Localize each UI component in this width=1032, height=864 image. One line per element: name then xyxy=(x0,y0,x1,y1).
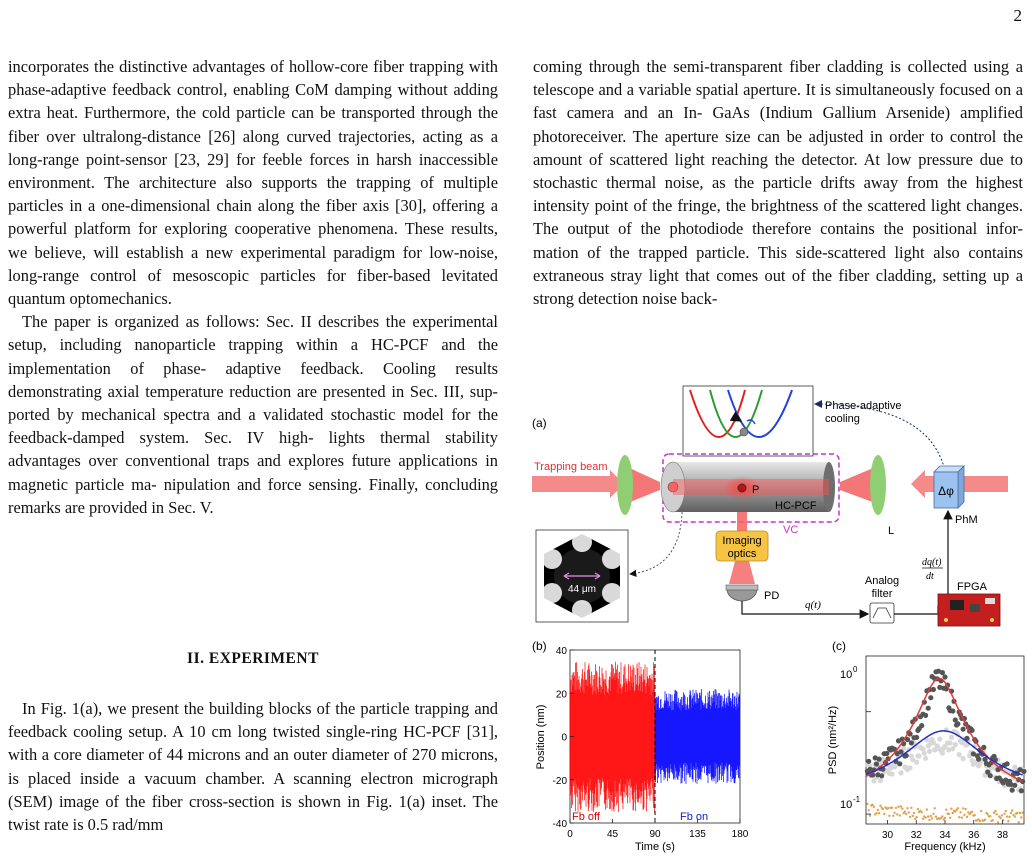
c-ytick-bottom: 10 xyxy=(840,799,853,811)
psd-point xyxy=(878,778,883,783)
c-xtick-label: 32 xyxy=(910,830,922,841)
psd-point xyxy=(928,819,930,821)
line: low-noise, long-range control of mesoscopic particles for xyxy=(8,242,499,285)
psd-point xyxy=(877,809,879,811)
psd-point xyxy=(950,808,952,810)
fpga-board xyxy=(938,594,1000,626)
psd-point xyxy=(869,815,871,817)
psd-point xyxy=(927,749,932,754)
psd-point xyxy=(904,811,906,813)
psd-point xyxy=(1005,810,1007,812)
psd-point xyxy=(980,810,982,812)
psd-point xyxy=(924,816,926,818)
psd-point xyxy=(941,815,943,817)
line: It is simultaneously focused on a fast camera and an In- xyxy=(533,80,1023,123)
psd-point xyxy=(879,805,881,807)
q-label: q(t) xyxy=(805,599,821,611)
photodetector xyxy=(726,585,758,601)
line: particle trapping and feedback cooling setup. A 10 cm xyxy=(8,699,498,742)
psd-point xyxy=(948,740,953,745)
panel-c-label: (c) xyxy=(832,639,846,653)
psd-point xyxy=(909,740,914,745)
line: a long-range point-sensor [23, 29] for feeble forces in harsh xyxy=(8,126,498,169)
psd-point xyxy=(950,708,955,713)
psd-point xyxy=(866,803,868,805)
line: placed inside a vacuum chamber. A scanning electron xyxy=(28,768,414,788)
trapping-beam-label: Trapping beam xyxy=(534,461,608,473)
psd-point xyxy=(979,820,981,822)
line: incorporates the distinctive advantages of hollow-core fiber xyxy=(8,57,405,76)
line: the brightness of the scattered light changes. The output xyxy=(533,196,1023,239)
psd-point xyxy=(893,812,895,814)
psd-point xyxy=(1023,815,1025,817)
experiment-paragraph xyxy=(8,697,498,836)
line: ultralong-distance [26] along curved trajectories, acting as xyxy=(82,126,484,146)
line: lights thermal stability advantages over conventional traps xyxy=(8,428,498,471)
psd-point xyxy=(942,674,947,679)
line: the experimental setup, including nanoparticle trapping xyxy=(8,312,498,355)
psd-point xyxy=(1003,813,1005,815)
phase-adaptive-label-2: cooling xyxy=(825,413,860,425)
psd-chart xyxy=(865,656,1027,841)
line: GaAs (Indium Gallium Arsenide) amplified photoreceiver. xyxy=(533,103,1023,146)
psd-point xyxy=(928,695,933,700)
psd-point xyxy=(974,814,976,816)
b-xtick-label: 90 xyxy=(649,829,661,840)
psd-point xyxy=(965,808,967,810)
psd-point xyxy=(999,817,1001,819)
c-xlabel: Frequency (kHz) xyxy=(904,841,986,853)
line: within a HC-PCF and the implementation of phase- xyxy=(8,335,498,378)
line: fiber-based levitated quantum optomechanics. xyxy=(8,265,498,309)
line: shown in Fig. 1(a) inset. The twist rate is 0.5 rad/mm xyxy=(8,791,498,835)
psd-point xyxy=(915,816,917,818)
filter-label-1: Analog xyxy=(864,575,900,587)
line: fiber cladding, setting up a strong detection noise back- xyxy=(533,265,1023,309)
psd-point xyxy=(1014,815,1016,817)
psd-point xyxy=(949,817,951,819)
phase-adaptive-label-1: Phase-adaptive xyxy=(825,400,902,412)
psd-point xyxy=(961,756,966,761)
psd-point xyxy=(883,813,885,815)
line: the trapping of multiple particles in a one-dimensional xyxy=(8,173,498,216)
organization-paragraph xyxy=(8,310,498,519)
psd-point xyxy=(931,817,933,819)
line: mation of the trapped particle. This side-scattered light xyxy=(533,242,925,262)
psd-point xyxy=(919,723,924,728)
scattered-light xyxy=(737,512,747,532)
panel-b-label: (b) xyxy=(532,639,547,653)
psd-point xyxy=(955,721,960,726)
psd-point xyxy=(937,737,942,742)
b-ytick-label: -20 xyxy=(552,775,567,787)
psd-point xyxy=(948,813,950,815)
imaging-label-1: Imaging xyxy=(722,535,762,547)
psd-point xyxy=(888,815,890,817)
line: CoM damping without adding extra heat. Furthermore, xyxy=(8,80,498,123)
psd-point xyxy=(909,816,911,818)
fb-on-trace xyxy=(655,689,740,784)
psd-point xyxy=(898,770,903,775)
psd-point xyxy=(899,814,901,816)
psd-point xyxy=(926,808,928,810)
line: collected using a telescope and a variable spatial aperture. xyxy=(533,57,1023,100)
psd-point xyxy=(996,813,998,815)
line: The paper is organized as follows: Sec. II describes xyxy=(22,312,380,332)
b-xtick-label: 45 xyxy=(606,829,619,840)
psd-point xyxy=(879,773,884,778)
psd-point xyxy=(898,749,903,754)
psd-point xyxy=(994,810,996,812)
line: temperature reduction are presented in Sec. III, sup- xyxy=(145,381,498,401)
b-ytick-label: 20 xyxy=(555,689,567,701)
psd-point xyxy=(959,811,961,813)
psd-point xyxy=(897,761,902,766)
psd-point xyxy=(900,805,902,807)
psd-point xyxy=(1021,812,1023,814)
psd-point xyxy=(1006,815,1008,817)
psd-point xyxy=(922,751,927,756)
fringe-inset xyxy=(683,386,813,456)
b-ylabel: Position (nm) xyxy=(535,704,547,770)
psd-point xyxy=(934,807,936,809)
psd-point xyxy=(877,757,882,762)
psd-point xyxy=(1011,809,1013,811)
particle xyxy=(738,484,746,492)
line: believe, will establish a new experimental paradigm for xyxy=(34,242,422,262)
psd-point xyxy=(961,727,966,732)
psd-point xyxy=(1019,812,1021,814)
psd-point xyxy=(961,817,963,819)
psd-point xyxy=(873,806,875,808)
c-ytick-bottom-exp: -1 xyxy=(853,795,861,804)
b-xtick-label: 180 xyxy=(731,829,749,840)
psd-point xyxy=(997,821,999,823)
psd-point xyxy=(908,811,910,813)
line: also contains extraneous stray light that comes out of the xyxy=(533,242,1023,285)
psd-point xyxy=(952,812,954,814)
b-ytick-label: 40 xyxy=(555,646,567,657)
psd-point xyxy=(927,815,929,817)
psd-point xyxy=(896,813,898,815)
psd-point xyxy=(914,735,919,740)
b-xlabel: Time (s) xyxy=(635,841,675,853)
psd-point xyxy=(1016,812,1018,814)
fb-off-label: Fb off xyxy=(572,811,600,823)
b-ytick-label: -40 xyxy=(552,819,567,830)
psd-point xyxy=(984,819,986,821)
psd-point xyxy=(963,814,965,816)
pd-label: PD xyxy=(764,590,780,602)
psd-point xyxy=(895,807,897,809)
psd-point xyxy=(905,813,907,815)
line: nipulation and force sensing. Finally, concluding remarks xyxy=(8,474,499,517)
line: coming through the semi-transparent fiber cladding is xyxy=(533,57,901,76)
psd-point xyxy=(906,807,908,809)
panel-a-label: (a) xyxy=(532,416,547,430)
right-column xyxy=(533,55,1023,310)
analog-filter-box xyxy=(870,603,894,623)
signal-path-2 xyxy=(894,606,938,614)
c-xtick-label: 38 xyxy=(996,830,1009,841)
sem-inset xyxy=(536,530,628,622)
c-ytick-top-exp: 0 xyxy=(853,665,858,674)
psd-point xyxy=(976,757,981,762)
b-xtick-label: 135 xyxy=(689,829,706,840)
psd-point xyxy=(866,759,871,764)
line: and explores future applications in magnetic particle ma- xyxy=(8,451,498,494)
c-xtick-label: 34 xyxy=(939,830,951,841)
psd-point xyxy=(884,751,889,756)
line: pressure due to stochastic thermal noise, as the particle xyxy=(533,149,1023,193)
phm-label: PhM xyxy=(955,514,978,526)
psd-point xyxy=(953,742,958,747)
c-ytick-top: 10 xyxy=(840,669,853,681)
psd-point xyxy=(987,813,989,815)
line: of the photodiode therefore contains the positional infor- xyxy=(618,219,1023,239)
psd-point xyxy=(935,816,937,818)
psd-point xyxy=(917,808,919,810)
psd-point xyxy=(1001,814,1003,816)
psd-point xyxy=(957,752,962,757)
psd-point xyxy=(923,713,928,718)
psd-point xyxy=(930,815,932,817)
position-chart xyxy=(553,646,749,840)
line: chain along the fiber axis [30], offering a powerful platform xyxy=(8,196,498,239)
psd-point xyxy=(989,815,991,817)
psd-point xyxy=(923,756,928,761)
line: amount of scattered light reaching the detector. At low xyxy=(533,149,912,169)
line: ported by mechanical spectra and a validated stochastic xyxy=(8,405,396,425)
psd-point xyxy=(1008,816,1010,818)
lens-right xyxy=(870,455,886,515)
psd-point xyxy=(917,753,922,758)
psd-point xyxy=(878,812,880,814)
psd-point xyxy=(910,807,912,809)
psd-point xyxy=(1021,769,1026,774)
psd-point xyxy=(931,687,936,692)
line: of 44 microns and an outer diameter of 270 microns, is xyxy=(8,745,498,788)
psd-point xyxy=(908,765,913,770)
trapping-beam-arrow xyxy=(532,470,624,498)
c-xtick-label: 36 xyxy=(968,830,980,841)
line: are provided in Sec. V. xyxy=(64,497,214,517)
psd-point xyxy=(871,804,873,806)
sem-pointer xyxy=(630,512,682,574)
line: drifts away from the highest intensity point of the fringe, xyxy=(533,173,1023,216)
sem-scale-label: 44 μm xyxy=(568,584,596,595)
line: trapping with phase-adaptive feedback control, enabling xyxy=(8,57,498,100)
psd-point xyxy=(1012,783,1017,788)
psd-point xyxy=(966,816,968,818)
psd-point xyxy=(897,806,899,808)
lens-left xyxy=(617,455,633,515)
psd-point xyxy=(887,807,889,809)
dq-denominator: dt xyxy=(926,571,934,582)
psd-point xyxy=(932,813,934,815)
psd-point xyxy=(1020,816,1022,818)
psd-point xyxy=(892,815,894,817)
line: model for the feedback-damped system. Sec. IV high- xyxy=(8,405,498,448)
vc-label: VC xyxy=(783,524,799,536)
imaging-label-2: optics xyxy=(727,548,757,560)
psd-point xyxy=(1007,820,1009,822)
page-number: 2 xyxy=(1013,6,1022,25)
fb-on-label: Fb on xyxy=(680,811,709,823)
psd-point xyxy=(882,808,884,810)
left-column xyxy=(8,55,498,519)
c-xtick-label: 30 xyxy=(881,830,894,841)
psd-point xyxy=(944,817,946,819)
psd-point xyxy=(913,812,915,814)
psd-point xyxy=(874,761,879,766)
lens-label: L xyxy=(888,525,895,537)
psd-point xyxy=(988,773,993,778)
psd-point xyxy=(958,816,960,818)
psd-point xyxy=(891,807,893,809)
psd-point xyxy=(949,735,954,740)
line: In Fig. 1(a), we present the building blocks of the xyxy=(22,699,356,718)
psd-point xyxy=(945,809,947,811)
fiber-label: HC-PCF xyxy=(775,500,817,512)
psd-point xyxy=(992,819,994,821)
psd-point xyxy=(1018,821,1020,823)
psd-point xyxy=(926,706,931,711)
line: adaptive feedback. Cooling results demonstrating axial xyxy=(8,358,498,401)
psd-point xyxy=(940,670,945,675)
line: inaccessible environment. The architecture also supports xyxy=(8,149,498,193)
intro-paragraph xyxy=(8,55,498,310)
psd-point xyxy=(889,772,894,777)
psd-point xyxy=(868,809,870,811)
imaging-beam xyxy=(729,561,755,584)
delta-phi-label: Δφ xyxy=(938,484,954,498)
b-xtick-label: 0 xyxy=(567,829,573,840)
line: for exploring cooperative phenomena. These results, we xyxy=(8,219,498,262)
psd-point xyxy=(1005,761,1010,766)
section-heading: II. EXPERIMENT xyxy=(187,650,319,667)
psd-point xyxy=(922,818,924,820)
psd-point xyxy=(971,811,973,813)
fpga-label: FPGA xyxy=(957,581,987,593)
psd-point xyxy=(914,760,919,765)
psd-point xyxy=(1020,779,1025,784)
psd-point xyxy=(912,815,914,817)
psd-point xyxy=(921,811,923,813)
figure-1 xyxy=(530,384,1028,864)
fb-off-trace xyxy=(570,662,655,812)
b-ytick-label: 0 xyxy=(561,732,567,744)
c-ylabel: PSD (nm²/Hz) xyxy=(827,705,839,775)
line: The aperture size can be adjusted in order to control the xyxy=(632,126,1023,146)
psd-point xyxy=(875,812,877,814)
psd-point xyxy=(1010,788,1015,793)
psd-point xyxy=(1010,812,1012,814)
psd-point xyxy=(901,808,903,810)
line: the cold particle can be transported through the fiber over xyxy=(8,103,498,146)
psd-point xyxy=(962,807,964,809)
psd-point xyxy=(957,807,959,809)
psd-point xyxy=(1019,788,1024,793)
particle-label: P xyxy=(752,484,760,496)
filter-label-2: filter xyxy=(871,588,893,600)
psd-point xyxy=(920,746,925,751)
dq-numerator: dq(t) xyxy=(922,557,942,568)
line: long twisted single-ring HC-PCF [31], with a core diameter xyxy=(8,722,499,765)
psd-point xyxy=(940,751,945,756)
line: micrograph (SEM) image of the fiber cross-section is xyxy=(8,768,499,811)
